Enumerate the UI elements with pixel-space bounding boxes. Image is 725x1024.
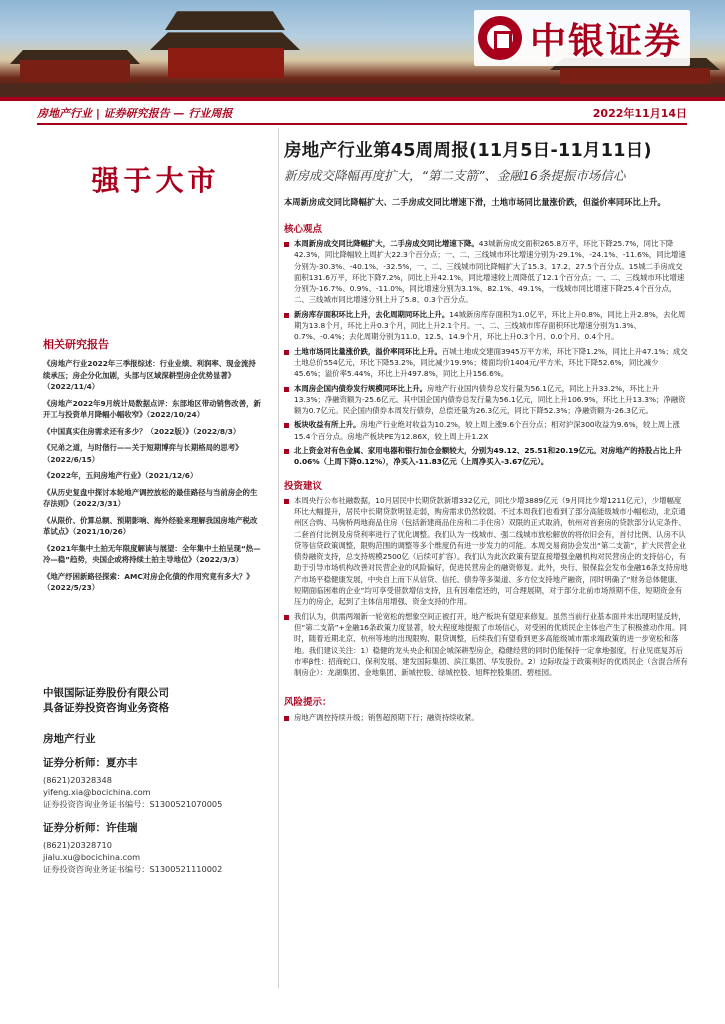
analyst-cert: 证券投资咨询业务证书编号：S1300521070005 <box>43 799 223 809</box>
related-report-item[interactable]: 《从历史复盘中探讨本轮地产调控放松的最佳路径与当前房企的生存法则》（2022/3/31） <box>43 487 258 508</box>
palace-ground-decoration <box>0 84 725 97</box>
related-report-item[interactable]: 《房地产2022年9月统计局数据点评：东部地区带动销售改善，新开工与投资单月降幅小幅收窄》（2022/10/24） <box>43 398 261 419</box>
core-view-lead: 新房库存面积环比上升，去化周期同环比上升。 <box>294 309 450 319</box>
bullet-square-icon <box>284 615 294 620</box>
bullet-square-icon <box>284 387 294 392</box>
brand-name: 中银证券 <box>530 20 683 62</box>
analyst-card <box>43 820 268 875</box>
risk-heading: 风险提示： <box>284 697 332 709</box>
core-view-lead: 北上资金对有色金属、家用电器和银行加仓金额较大，分别为49.12、25.51和20.19亿元。对房地产的持股占比上升0.06%（上周下降0.12%），净买入-11.83亿元（上周净买入-3.67亿元）。 <box>294 446 682 467</box>
analyst-phone: (8621)20328710 <box>43 840 112 850</box>
core-view-item <box>284 383 694 417</box>
related-report-item[interactable]: 《中国真实住房需求还有多少？（2022版）》（2022/8/3） <box>43 426 241 436</box>
palace-hall-decoration <box>168 48 284 78</box>
report-summary: 本周新房成交同比降幅扩大、二手房成交同比增速下滑，土地市场同比量涨价跌，但溢价率同环比上升。 <box>284 197 666 207</box>
analyst-phone: (8621)20328348 <box>43 775 112 785</box>
investment-advice-heading: 投资建议 <box>284 480 323 492</box>
bullet-square-icon <box>284 716 294 721</box>
report-subtitle: 新房成交降幅再度扩大，“第二支箭”、金融16条提振市场信心 <box>284 168 626 183</box>
advice-body: 本周央行公布社融数据，10月居民中长期贷款新增332亿元，同比少增3889亿元（9月同比少增1211亿元），少增幅度环比大幅提升，居民中长期贷款明显走弱，购房需求仍然较弱。不过本周我们也看到了部分高能级城市小幅松动，北京通州区合购、马驹桥两地商品住房（包括新建商品住房和二手住房）双限的正式取消，杭州对首套房的贷款部分认定条件、二套首付比例及房贷利率进行了优化调整。我们认为一线城市、强二线城市放松解放的将依旧会有，首付比例、认房不认贷等信贷政策调整，限购范围的调整等多个维度仍有进一步发力的可能。本周交易商协会发出“第二支箭”，扩大民营企业债券融资支持，总支持规模2500亿（后续可扩容）。我们认为此次政策有望直接增强金融机构对民营房企的支持信心，有助于引导市场机构改善对民营企业的风险偏好，促进民营房企的融资修复。此外，央行、银保监会发布金融16条支持房地产市场平稳健康发展，中央自上而下从信贷、信托、债券等多渠道、多方位支持地产融资，同时明确了“财务总体健康、短期面临困难的企业”均可享受借款增信支持，且有因难偿还的，可合理展期，对于部分北前市场预期不佳、短期资金有压力的房企，起到了主体信用增强、资金支持的作用。 <box>294 495 688 607</box>
analyst-cert: 证券投资咨询业务证书编号：S1300521110002 <box>43 864 223 874</box>
core-view-item <box>284 445 694 468</box>
column-divider <box>278 128 279 988</box>
related-reports-heading: 相关研究报告 <box>43 338 109 351</box>
company-name: 中银国际证券股份有限公司 <box>43 687 169 699</box>
report-category: 房地产行业 | 证券研究报告 — 行业周报 <box>37 107 233 120</box>
analyst-card <box>43 755 268 810</box>
report-header <box>37 103 687 125</box>
core-view-body: 14城新房库存面积为1.0亿平，环比上升0.8%，同比上升2.8%，去化周期为13.8个月，环比上升0.3个月，同比上升2.1个月。一、二、三线城市库存面积环比增速分别为1.3%、0.7%、-0.4%；去化周期分别为11.0、12.5、14.9个月，环比上升0.3个月、0.0个月、0.4个月。 <box>294 309 686 342</box>
bullet-square-icon <box>284 423 294 428</box>
core-view-item <box>284 238 694 306</box>
core-view-body: 房地产行业绝对收益为10.2%，较上周上涨9.6个百分点；相对沪深300收益为9.6%，较上周上涨15.4个百分点。房地产板块PE为12.86X，较上周上升1.2X <box>294 420 680 441</box>
related-report-item[interactable]: 《地产纾困新路径探索：AMC对房企化债的作用究竟有多大？》（2022/5/23） <box>43 571 254 592</box>
report-title: 房地产行业第45周周报(11月5日-11月11日) <box>284 141 652 161</box>
palace-roof-decoration <box>165 8 285 30</box>
core-view-item <box>284 419 694 442</box>
core-view-lead: 本周新房成交同比降幅扩大，二手房成交同比增速下降。 <box>294 239 479 248</box>
related-report-item[interactable]: 《房地产行业2022年三季报综述：行业业绩、利润率、现金流持续承压；房企分化加剧，头部与区域深耕型房企优势显著》（2022/11/4） <box>43 359 256 391</box>
company-qualification: 具备证券投资咨询业务资格 <box>43 702 169 714</box>
core-view-lead: 土地市场同比量涨价跌，溢价率同环比上升。 <box>294 346 442 356</box>
related-reports-list <box>43 358 263 599</box>
header-banner <box>0 0 725 97</box>
core-view-lead: 板块收益有所上升。 <box>294 420 361 430</box>
risk-text: 房地产调控持续升级；销售超预期下行；融资持续收紧。 <box>294 713 479 723</box>
analyst-name: 证券分析师：许佳瑞 <box>43 822 138 834</box>
core-view-body: 43城新房成交面积265.8万平，环比下降25.7%，同比下降42.3%，同比降幅较上周扩大22.3个百分点；一、二、三线城市环比增速分别为-29.1%、-24.1%、-11.6%，同比增速分别为-30.3%、-40.1%、-32.5%，一、二、三线城市同比降幅扩大了15.3、17.2、27.5个百分点。15城二手房成交面积131.6万平，环比下降7.2%，同比上升42.1%，同比增速较上周降低了12.1个百分点；一、二、三线城市环比增速分别为-16.7%、0.9%、-11.0%，同比增速分别为3.1%、82.1%、49.1%，一线城市同比增速下降25.4个百分点，二、三线城市同比增速分别上升了5.8、0.3个百分点。 <box>294 239 686 305</box>
advice-item <box>284 611 694 679</box>
core-view-body: 房地产行业国内债券总发行量为56.1亿元，同比上升33.2%，环比上升13.3%；净融资额为-25.6亿元。其中国企国内债券总发行量为56.1亿元，同比上升106.9%，环比上升13.3%；净融资额为0.7亿元。民企国内债券本周发行债券，总偿还量为26.3亿元，同比下降52.3%；净融资额为-26.3亿元。 <box>294 383 686 416</box>
header-rule <box>0 97 725 101</box>
bullet-square-icon <box>284 242 294 247</box>
advice-item <box>284 495 694 608</box>
analyst-email[interactable]: jialu.xu@bocichina.com <box>43 852 141 862</box>
related-report-item[interactable]: 《从限价、价算总额、预期影响、海外经验来理解我国房地产税改革试点》（2021/10/26） <box>43 515 258 536</box>
core-views-heading: 核心观点 <box>284 224 323 235</box>
related-report-item[interactable]: 《兄弟之道，与时偕行——关于短期博弈与长期格局的思考》（2022/6/15） <box>43 443 243 464</box>
rating-label: 强于大市 <box>91 164 220 197</box>
main-content <box>284 128 694 727</box>
analyst-name: 证券分析师：夏亦丰 <box>43 757 138 769</box>
analyst-email[interactable]: yifeng.xia@bocichina.com <box>43 787 151 797</box>
bullet-square-icon <box>284 313 294 318</box>
bullet-square-icon <box>284 350 294 355</box>
risk-item <box>284 712 694 723</box>
rating-box <box>37 132 274 226</box>
core-view-item <box>284 346 694 380</box>
related-report-item[interactable]: 《2021年集中土拍无年限度解读与展望：全年集中土拍呈现“热—冷—稳”趋势，央国企或将持续土拍主导地位》（2022/3/3） <box>43 543 261 564</box>
sector-label: 房地产行业 <box>43 733 96 745</box>
core-view-item <box>284 309 694 343</box>
brand-logo <box>474 10 690 66</box>
company-info <box>43 686 268 716</box>
advice-body: 我们认为，供需两端新一轮宽松的想象空间正被打开，地产板块有望迎来修复。虽然当前行业基本面并未出现明显反转，但“第二支箭”+金融16条政策力度显著，较大程度地提振了市场信心，对受困的优质民企主体也产生了积极推动作用。同时，随着近期北京、杭州等地的出现限购、限贷调整，后续我们有望看到更多高能级城市需求端政策的进一步宽松和落地。我们建议关注：1）稳健的龙头央企和国企城深耕型房企，稳健经营的同时仍能保持一定拿地强度，行业见底复苏后市率β性：招商蛇口、保利发展、建发国际集团、滨江集团、华发股份。2）边际收益于政策利好的优质民企（含混合所有制房企）：龙湖集团、金地集团、新城控股、绿城控股、旭辉控股集团、碧桂园。 <box>294 611 688 678</box>
sidebar <box>37 128 274 1024</box>
report-date: 2022年11月14日 <box>592 107 687 120</box>
bullet-square-icon <box>284 499 294 504</box>
palace-roof-decoration <box>150 28 300 50</box>
core-view-body: 百城土地成交建面3945万平方米，环比下降1.2%，同比上升47.1%；成交土地总价554亿元，环比下降53.2%，同比减少19.9%；楼面均价1404元/平方米，环比下降52.6%，同比减少45.6%；溢价率5.44%，环比上升497.8%，同比上升156.6%。 <box>294 346 688 379</box>
palace-hall-decoration <box>20 60 130 82</box>
bullet-square-icon <box>284 449 294 454</box>
boc-logo-icon <box>478 16 522 60</box>
core-view-lead: 本周房企国内债券发行规模同环比上升。 <box>294 383 428 393</box>
related-report-item[interactable]: 《2022年，五问房地产行业》（2021/12/6） <box>43 471 198 480</box>
